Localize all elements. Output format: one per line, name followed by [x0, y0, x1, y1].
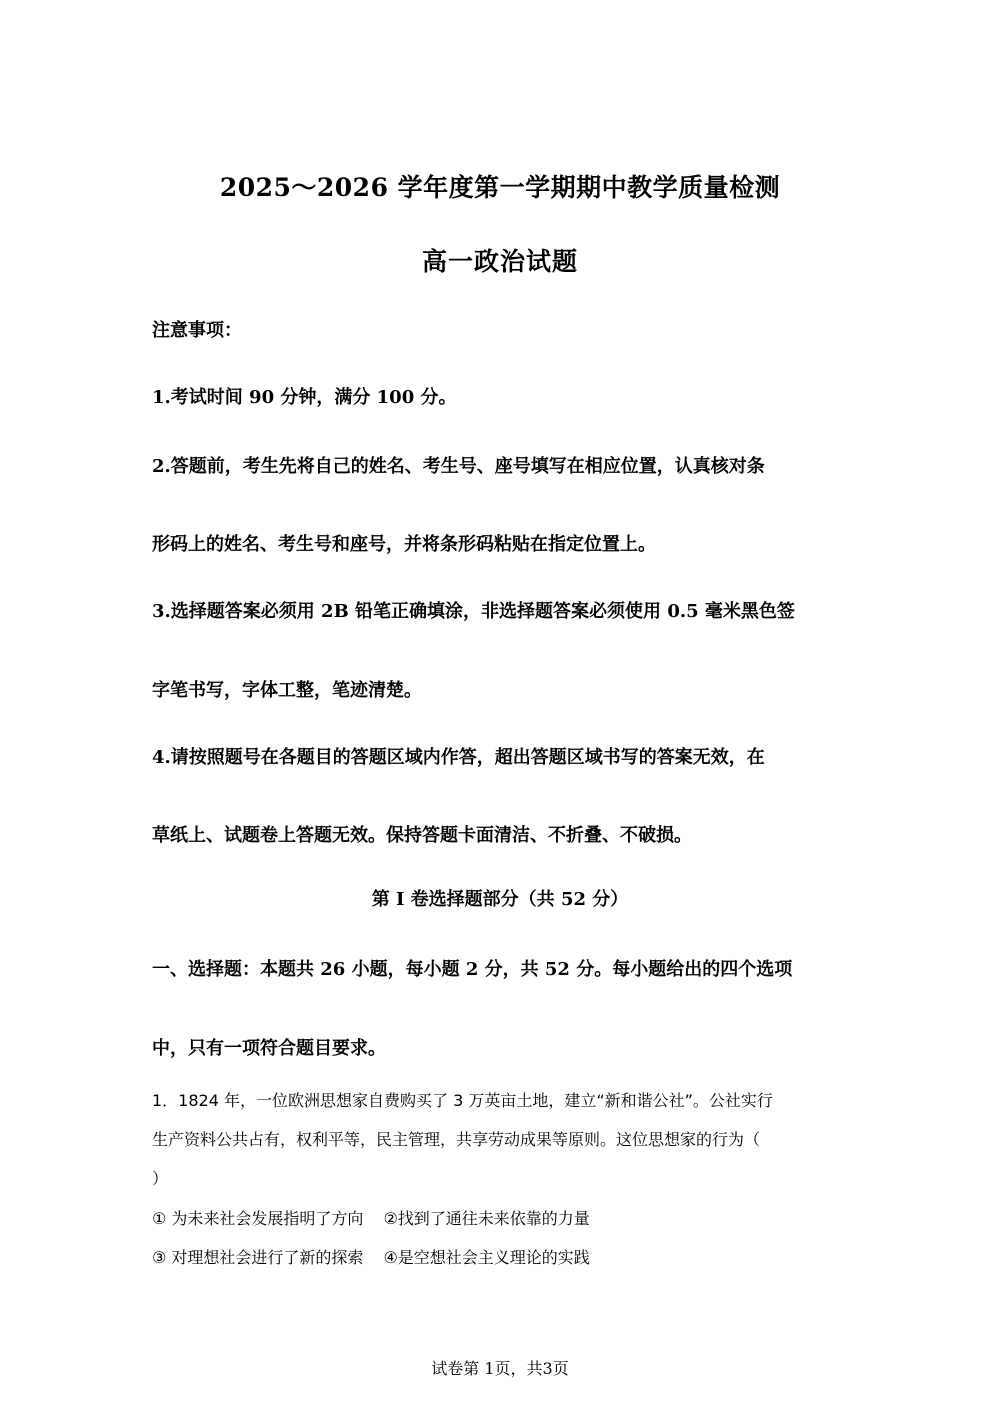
- option-2: ②找到了通往未来依靠的力量: [383, 1209, 590, 1228]
- option-3: ③ 对理想社会进行了新的探索: [152, 1248, 364, 1267]
- question-1-line3: ）: [152, 1169, 169, 1188]
- section-title: 第 Ⅰ 卷选择题部分（共 52 分）: [371, 889, 629, 910]
- notice-item-2-line2: 形码上的姓名、考生号和座号，并将条形码粘贴在指定位置上。: [152, 534, 656, 555]
- part-instruction-line2: 中，只有一项符合题目要求。: [152, 1038, 386, 1059]
- option-4: ④是空想社会主义理论的实践: [383, 1248, 590, 1267]
- notice-item-4-line1: 4.请按照题号在各题目的答题区域内作答，超出答题区域书写的答案无效，在: [152, 747, 765, 768]
- notice-item-3-line1: 3.选择题答案必须用 2B 铅笔正确填涂，非选择题答案必须使用 0.5 毫米黑色签: [152, 601, 795, 622]
- question-1-options-row1: [152, 1206, 590, 1229]
- page-footer: 试卷第 1页，共3页: [431, 1359, 569, 1378]
- option-1: ① 为未来社会发展指明了方向: [152, 1209, 364, 1228]
- question-1-line1: 1．1824 年，一位欧洲思想家自费购买了 3 万英亩土地，建立“新和谐公社”。公社实行: [152, 1091, 773, 1110]
- notice-item-3-line2: 字笔书写，字体工整，笔迹清楚。: [152, 680, 422, 701]
- notice-item-1: 1.考试时间 90 分钟，满分 100 分。: [152, 387, 457, 408]
- exam-subtitle: 高一政治试题: [421, 247, 578, 276]
- notice-heading: 注意事项：: [152, 320, 242, 341]
- notice-item-2-line1: 2.答题前，考生先将自己的姓名、考生号、座号填写在相应位置，认真核对条: [152, 456, 765, 477]
- notice-item-4-line2: 草纸上、试题卷上答题无效。保持答题卡面清洁、不折叠、不破损。: [152, 825, 692, 846]
- exam-title: 2025～2026 学年度第一学期期中教学质量检测: [219, 173, 781, 202]
- question-1-line2: 生产资料公共占有，权利平等，民主管理，共享劳动成果等原则。这位思想家的行为（: [152, 1130, 761, 1149]
- part-instruction-line1: 一、选择题：本题共 26 小题，每小题 2 分，共 52 分。每小题给出的四个选项: [152, 959, 793, 980]
- question-1-options-row2: [152, 1245, 590, 1268]
